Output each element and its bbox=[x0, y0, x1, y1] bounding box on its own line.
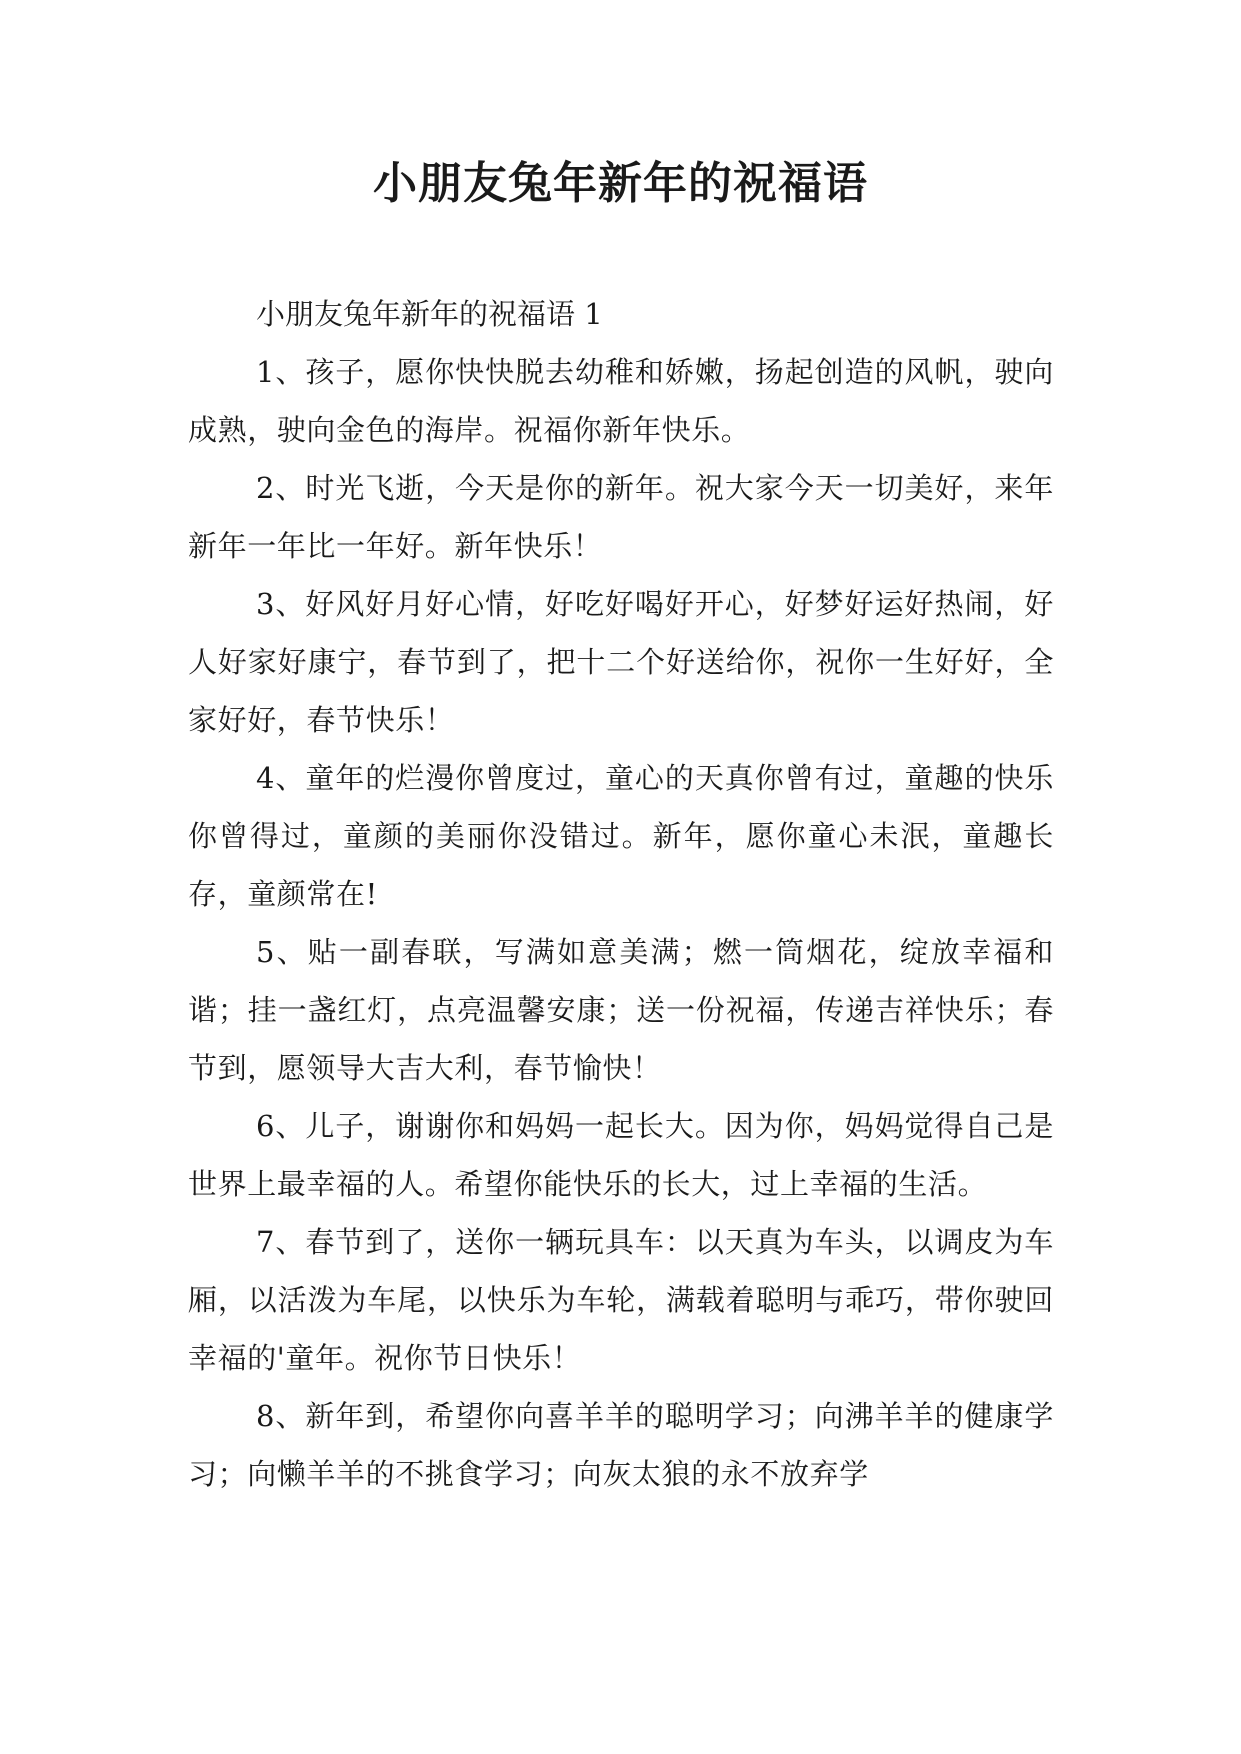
section-heading: 小朋友兔年新年的祝福语 1 bbox=[256, 297, 603, 331]
paragraph-2: 2、时光飞逝，今天是你的新年。祝大家今天一切美好，来年新年一年比一年好。新年快乐！ bbox=[188, 471, 1054, 563]
paragraph-5: 5、贴一副春联，写满如意美满；燃一筒烟花，绽放幸福和谐；挂一盏红灯，点亮温馨安康；送一份祝福，传递吉祥快乐；春节到，愿领导大吉大利，春节愉快！ bbox=[188, 935, 1054, 1085]
paragraph-8: 8、新年到，希望你向喜羊羊的聪明学习；向沸羊羊的健康学习；向懒羊羊的不挑食学习；向灰太狼的永不放弃学 bbox=[188, 1399, 1054, 1491]
document-title: 小朋友兔年新年的祝福语 bbox=[373, 158, 868, 209]
paragraph-1: 1、孩子，愿你快快脱去幼稚和娇嫩，扬起创造的风帆，驶向成熟，驶向金色的海岸。祝福你新年快乐。 bbox=[188, 355, 1054, 447]
paragraph-7: 7、春节到了，送你一辆玩具车：以天真为车头，以调皮为车厢，以活泼为车尾，以快乐为车轮，满载着聪明与乖巧，带你驶回幸福的'童年。祝你节日快乐！ bbox=[188, 1225, 1054, 1375]
paragraph-6: 6、儿子，谢谢你和妈妈一起长大。因为你，妈妈觉得自己是世界上最幸福的人。希望你能快乐的长大，过上幸福的生活。 bbox=[188, 1109, 1054, 1201]
paragraph-4: 4、童年的烂漫你曾度过，童心的天真你曾有过，童趣的快乐你曾得过，童颜的美丽你没错过。新年，愿你童心未泯，童趣长存，童颜常在! bbox=[188, 761, 1054, 911]
paragraph-3: 3、好风好月好心情，好吃好喝好开心，好梦好运好热闹，好人好家好康宁，春节到了，把十二个好送给你，祝你一生好好，全家好好，春节快乐！ bbox=[188, 587, 1054, 737]
document-body bbox=[188, 285, 1054, 1503]
